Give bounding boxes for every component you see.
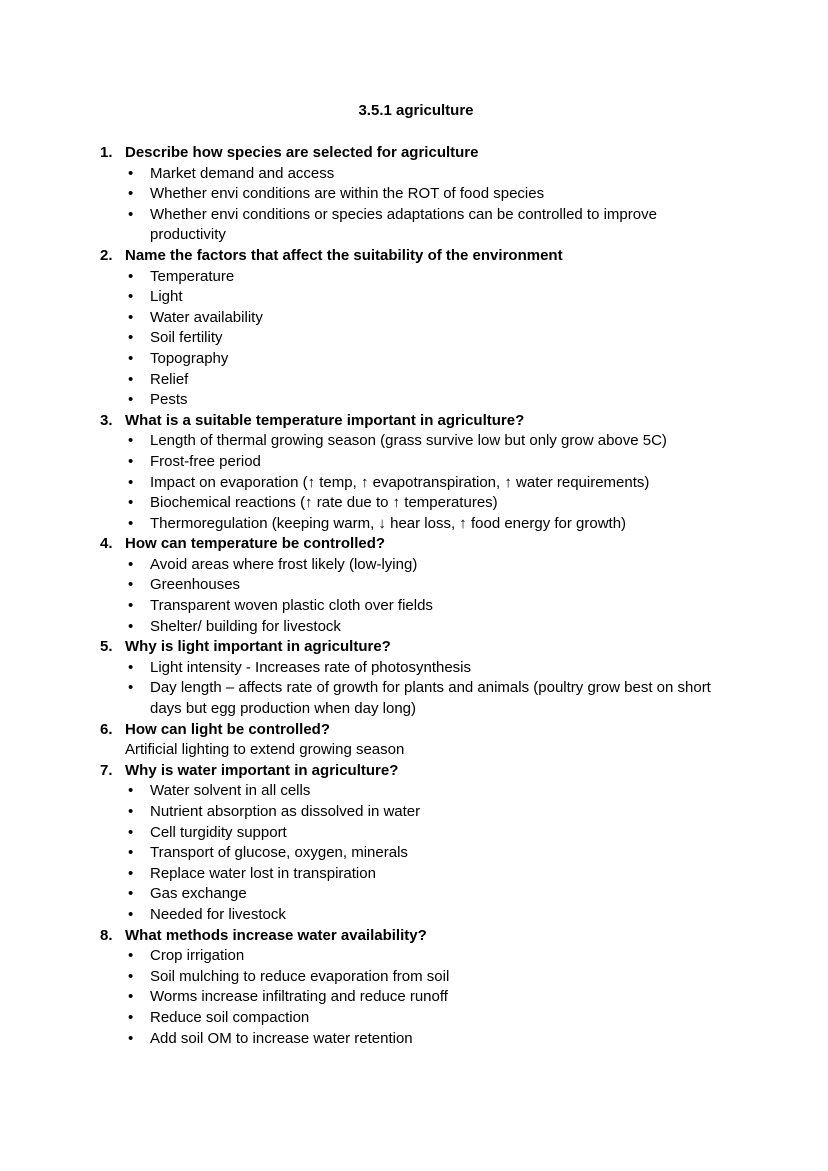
bullet-icon: • [128, 864, 134, 882]
bullet-text: Transport of glucose, oxygen, minerals [150, 844, 408, 862]
bullet-text: Soil mulching to reduce evaporation from soil [150, 967, 450, 985]
bullet-text: Crop irrigation [150, 947, 245, 965]
bullet-icon: • [128, 288, 134, 306]
bullet-item [100, 575, 732, 596]
bullet-item [100, 452, 732, 473]
question-number: 2. [100, 246, 113, 264]
bullet-item [100, 823, 732, 844]
bullet-text: Water solvent in all cells [150, 782, 311, 800]
bullet-item [100, 370, 732, 391]
bullet-icon: • [128, 329, 134, 347]
bullet-item [100, 431, 732, 452]
bullet-text: Shelter/ building for livestock [150, 617, 341, 635]
bullet-text: Length of thermal growing season (grass survive low but only grow above 5C) [150, 432, 667, 450]
bullet-text: Light intensity - Increases rate of photosynthesis [150, 658, 472, 676]
bullet-icon: • [128, 555, 134, 573]
bullet-item [100, 555, 732, 576]
bullet-item [100, 349, 732, 370]
question-heading [100, 246, 732, 267]
bullet-item [100, 1029, 732, 1050]
bullet-icon: • [128, 576, 134, 594]
bullet-text: Reduce soil compaction [150, 1008, 310, 1026]
bullet-text: Avoid areas where frost likely (low-lying) [150, 555, 418, 573]
question-item [100, 246, 732, 411]
bullet-icon: • [128, 494, 134, 512]
question-heading [100, 637, 732, 658]
question-item [100, 761, 732, 926]
bullet-icon: • [128, 452, 134, 470]
bullet-icon: • [128, 185, 134, 203]
bullet-text: Nutrient absorption as dissolved in water [150, 803, 421, 820]
question-heading [100, 411, 732, 432]
question-text: Why is water important in agriculture? [125, 761, 399, 779]
bullet-item [100, 658, 732, 679]
bullet-item [100, 967, 732, 988]
bullet-item [100, 328, 732, 349]
bullet-item [100, 864, 732, 885]
bullet-icon: • [128, 905, 134, 923]
bullet-item [100, 267, 732, 288]
bullet-icon: • [128, 370, 134, 388]
question-list [100, 143, 732, 1049]
bullet-icon: • [128, 308, 134, 326]
bullet-text: Topography [150, 349, 229, 367]
question-number: 7. [100, 761, 113, 779]
bullet-text: Worms increase infiltrating and reduce runoff [150, 988, 448, 1006]
bullet-icon: • [128, 205, 134, 223]
question-text: Name the factors that affect the suitability of the environment [125, 246, 563, 264]
question-item [100, 534, 732, 637]
bullet-item [100, 164, 732, 185]
bullet-text: Water availability [150, 308, 263, 326]
bullet-text: Whether envi conditions or species adaptations can be controlled to improve productivity [150, 205, 657, 244]
question-number: 8. [100, 926, 113, 944]
question-item [100, 637, 732, 719]
question-number: 4. [100, 535, 113, 553]
bullet-icon: • [128, 1029, 134, 1047]
question-text: What methods increase water availability? [125, 926, 427, 944]
bullet-icon: • [128, 844, 134, 862]
bullet-item [100, 617, 732, 638]
bullet-icon: • [128, 947, 134, 965]
question-heading [100, 926, 732, 947]
bullet-icon: • [128, 267, 134, 285]
bullet-text: Relief [150, 370, 189, 388]
bullet-text: Add soil OM to increase water retention [150, 1029, 413, 1047]
bullet-text: Day length – affects rate of growth for plants and animals (poultry grow best on short days but egg production when day long) [150, 679, 711, 718]
bullet-icon: • [128, 988, 134, 1006]
bullet-item [100, 802, 732, 823]
bullet-item [100, 287, 732, 308]
bullet-text: Market demand and access [150, 164, 335, 182]
bullet-icon: • [128, 967, 134, 985]
bullet-text: Whether envi conditions are within the ROT of food species [150, 185, 545, 203]
bullet-icon: • [128, 658, 134, 676]
bullet-icon: • [128, 679, 134, 697]
bullet-item [100, 884, 732, 905]
bullet-item [100, 205, 732, 246]
question-item [100, 143, 732, 246]
bullet-item [100, 946, 732, 967]
bullet-icon: • [128, 164, 134, 182]
question-item [100, 720, 732, 761]
bullet-text: Soil fertility [150, 329, 223, 347]
question-heading [100, 761, 732, 782]
bullet-text: Biochemical reactions (↑ rate due to ↑ temperatures) [150, 494, 498, 512]
bullet-item [100, 987, 732, 1008]
question-number: 1. [100, 144, 113, 161]
bullet-icon: • [128, 349, 134, 367]
bullet-item [100, 308, 732, 329]
bullet-item [100, 843, 732, 864]
question-heading [100, 720, 732, 741]
bullet-item [100, 678, 732, 719]
question-item [100, 411, 732, 535]
bullet-icon: • [128, 617, 134, 635]
bullet-item [100, 781, 732, 802]
bullet-icon: • [128, 391, 134, 409]
question-number: 5. [100, 638, 113, 656]
question-heading [100, 143, 732, 164]
bullet-icon: • [128, 885, 134, 903]
bullet-text: Light [150, 288, 183, 306]
question-number: 3. [100, 411, 113, 429]
bullet-icon: • [128, 1008, 134, 1026]
bullet-text: Transparent woven plastic cloth over fields [150, 597, 433, 615]
document-title: 3.5.1 agriculture [358, 102, 474, 119]
bullet-text: Thermoregulation (keeping warm, ↓ hear loss, ↑ food energy for growth) [150, 514, 627, 532]
bullet-item [100, 596, 732, 617]
bullet-text: Cell turgidity support [150, 823, 287, 841]
question-text: How can temperature be controlled? [125, 535, 386, 553]
question-text: Why is light important in agriculture? [125, 638, 391, 656]
bullet-text: Temperature [150, 267, 235, 285]
bullet-text: Replace water lost in transpiration [150, 864, 376, 882]
bullet-icon: • [128, 473, 134, 491]
bullet-item [100, 184, 732, 205]
question-text: What is a suitable temperature important in agriculture? [125, 411, 525, 429]
bullet-item [100, 390, 732, 411]
question-text: Describe how species are selected for agriculture [125, 144, 479, 161]
bullet-icon: • [128, 597, 134, 615]
bullet-item [100, 473, 732, 494]
bullet-text: Greenhouses [150, 576, 241, 594]
bullet-icon: • [128, 823, 134, 841]
bullet-text: Pests [150, 391, 188, 409]
bullet-item [100, 1008, 732, 1029]
bullet-text: Frost-free period [150, 452, 261, 470]
answer-text: Artificial lighting to extend growing season [125, 741, 405, 759]
bullet-item [100, 514, 732, 535]
bullet-item [100, 905, 732, 926]
question-item [100, 926, 732, 1050]
question-number: 6. [100, 720, 113, 738]
question-text: How can light be controlled? [125, 720, 331, 738]
bullet-item [100, 493, 732, 514]
bullet-text: Impact on evaporation (↑ temp, ↑ evapotranspiration, ↑ water requirements) [150, 473, 650, 491]
bullet-icon: • [128, 514, 134, 532]
bullet-icon: • [128, 432, 134, 450]
bullet-text: Needed for livestock [150, 905, 286, 923]
bullet-text: Gas exchange [150, 885, 247, 903]
question-heading [100, 534, 732, 555]
bullet-icon: • [128, 803, 134, 820]
bullet-icon: • [128, 782, 134, 800]
